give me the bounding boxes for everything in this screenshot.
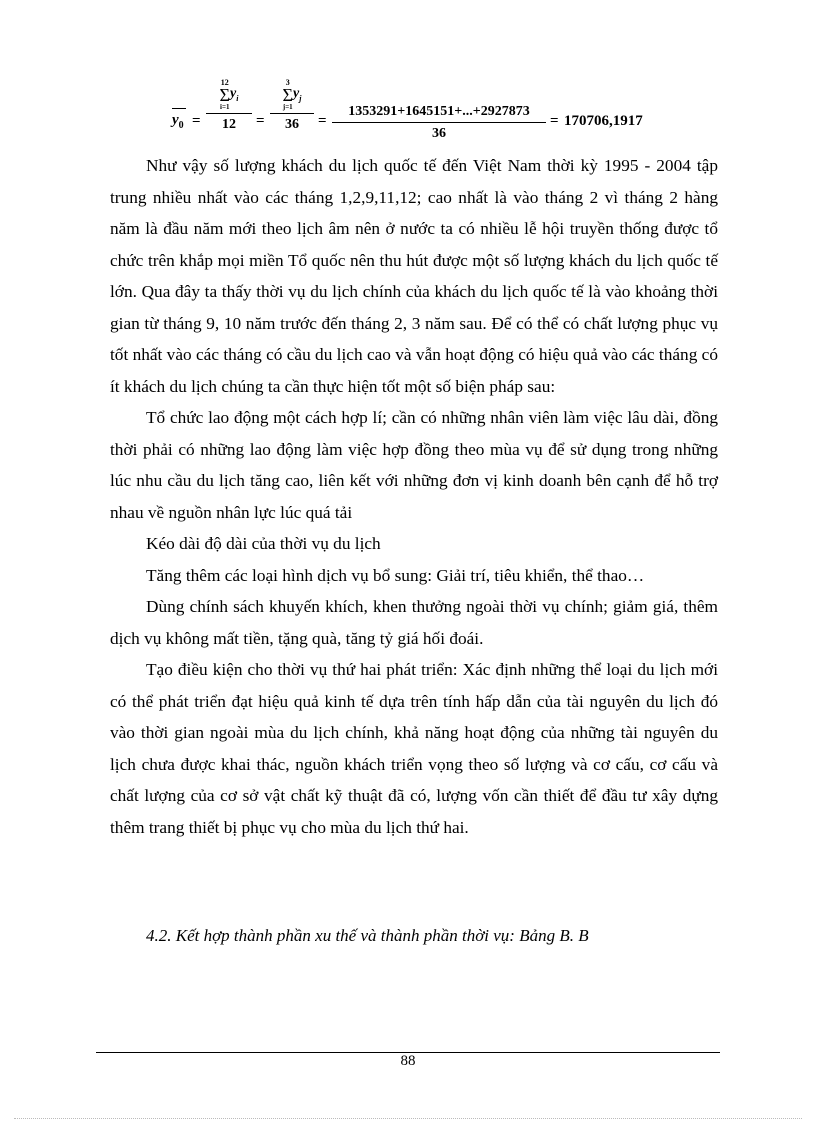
formula-lhs: $y_0$ <box>172 112 184 131</box>
body-text <box>110 150 718 843</box>
paragraph: Kéo dài độ dài của thời vụ du lịch <box>146 534 381 553</box>
formula-result: 170706,1917 <box>564 113 643 129</box>
paragraph: Tổ chức lao động một cách hợp lí; cần có những nhân viên làm việc lâu dài, đồng thời phải có những lao động làm việc hợp đồng theo mùa vụ để sử dụng trong những lúc nhu cầu du lịch tăng cao, liên kết với những đơn vị kinh doanh bên cạnh để hỗ trợ nhau về nguồn nhân lực lúc quá tải <box>110 408 718 522</box>
fraction-sum-years: 3 Σ j=1 $y_j$ 36 <box>270 78 314 133</box>
page-number: 88 <box>400 1053 416 1069</box>
fraction-values: 1353291+1645151+...+2927873 36 <box>332 104 546 142</box>
fraction-sum-months: 12 Σ i=1 $y_i$ 12 <box>206 78 252 133</box>
paragraph: Tạo điều kiện cho thời vụ thứ hai phát triển: Xác định những thể loại du lịch mới có thể phát triển đạt hiệu quả kinh tế dựa trên tính hấp dẫn của tài nguyên du lịch đó vào thời gian ngoài mùa du lịch chính, khả năng hoạt động của những tài nguyên du lịch chưa được khai thác, nguồn khách triển vọng theo số lượng và cơ cấu, cơ cấu và chất lượng của cơ sở vật chất kỹ thuật đã có, lượng vốn cần thiết để đầu tư xây dựng thêm trang thiết bị phục vụ cho mùa du lịch thứ hai. <box>110 660 718 837</box>
equals-sign: = <box>192 113 201 129</box>
paragraph: Như vậy số lượng khách du lịch quốc tế đến Việt Nam thời kỳ 1995 - 2004 tập trung nhiều nhất vào các tháng 1,2,9,11,12; cao nhất là vào tháng 2 vì tháng 2 hàng năm là đầu năm mới theo lịch âm nên ở nước ta có nhiều lễ hội truyền thống được tổ chức trên khắp mọi miền Tổ quốc nên thu hút được một số lượng khách du lịch quốc tế lớn. Qua đây ta thấy thời vụ du lịch chính của khách du lịch quốc tế là vào khoảng thời gian từ tháng 9, 10 năm trước đến tháng 2, 3 năm sau. Để có thể có chất lượng phục vụ tốt nhất vào các tháng có cầu du lịch cao và vẫn hoạt động có hiệu quả vào các tháng có ít khách du lịch chúng ta cần thực hiện tốt một số biện pháp sau: <box>110 156 718 396</box>
equals-sign: = <box>256 113 265 129</box>
equals-sign: = <box>318 113 327 129</box>
equals-sign: = <box>550 113 559 129</box>
mean-formula <box>170 78 690 148</box>
paragraph: Tăng thêm các loại hình dịch vụ bổ sung: Giải trí, tiêu khiển, thể thao… <box>146 565 645 585</box>
paragraph: Dùng chính sách khuyến khích, khen thưởng ngoài thời vụ chính; giảm giá, thêm dịch vụ không mất tiền, tặng quà, tăng tỷ giá hối đoái. <box>110 597 718 648</box>
section-heading: 4.2. Kết hợp thành phần xu thế và thành phần thời vụ: Bảng B. B <box>146 926 589 945</box>
page-edge <box>14 1118 802 1119</box>
